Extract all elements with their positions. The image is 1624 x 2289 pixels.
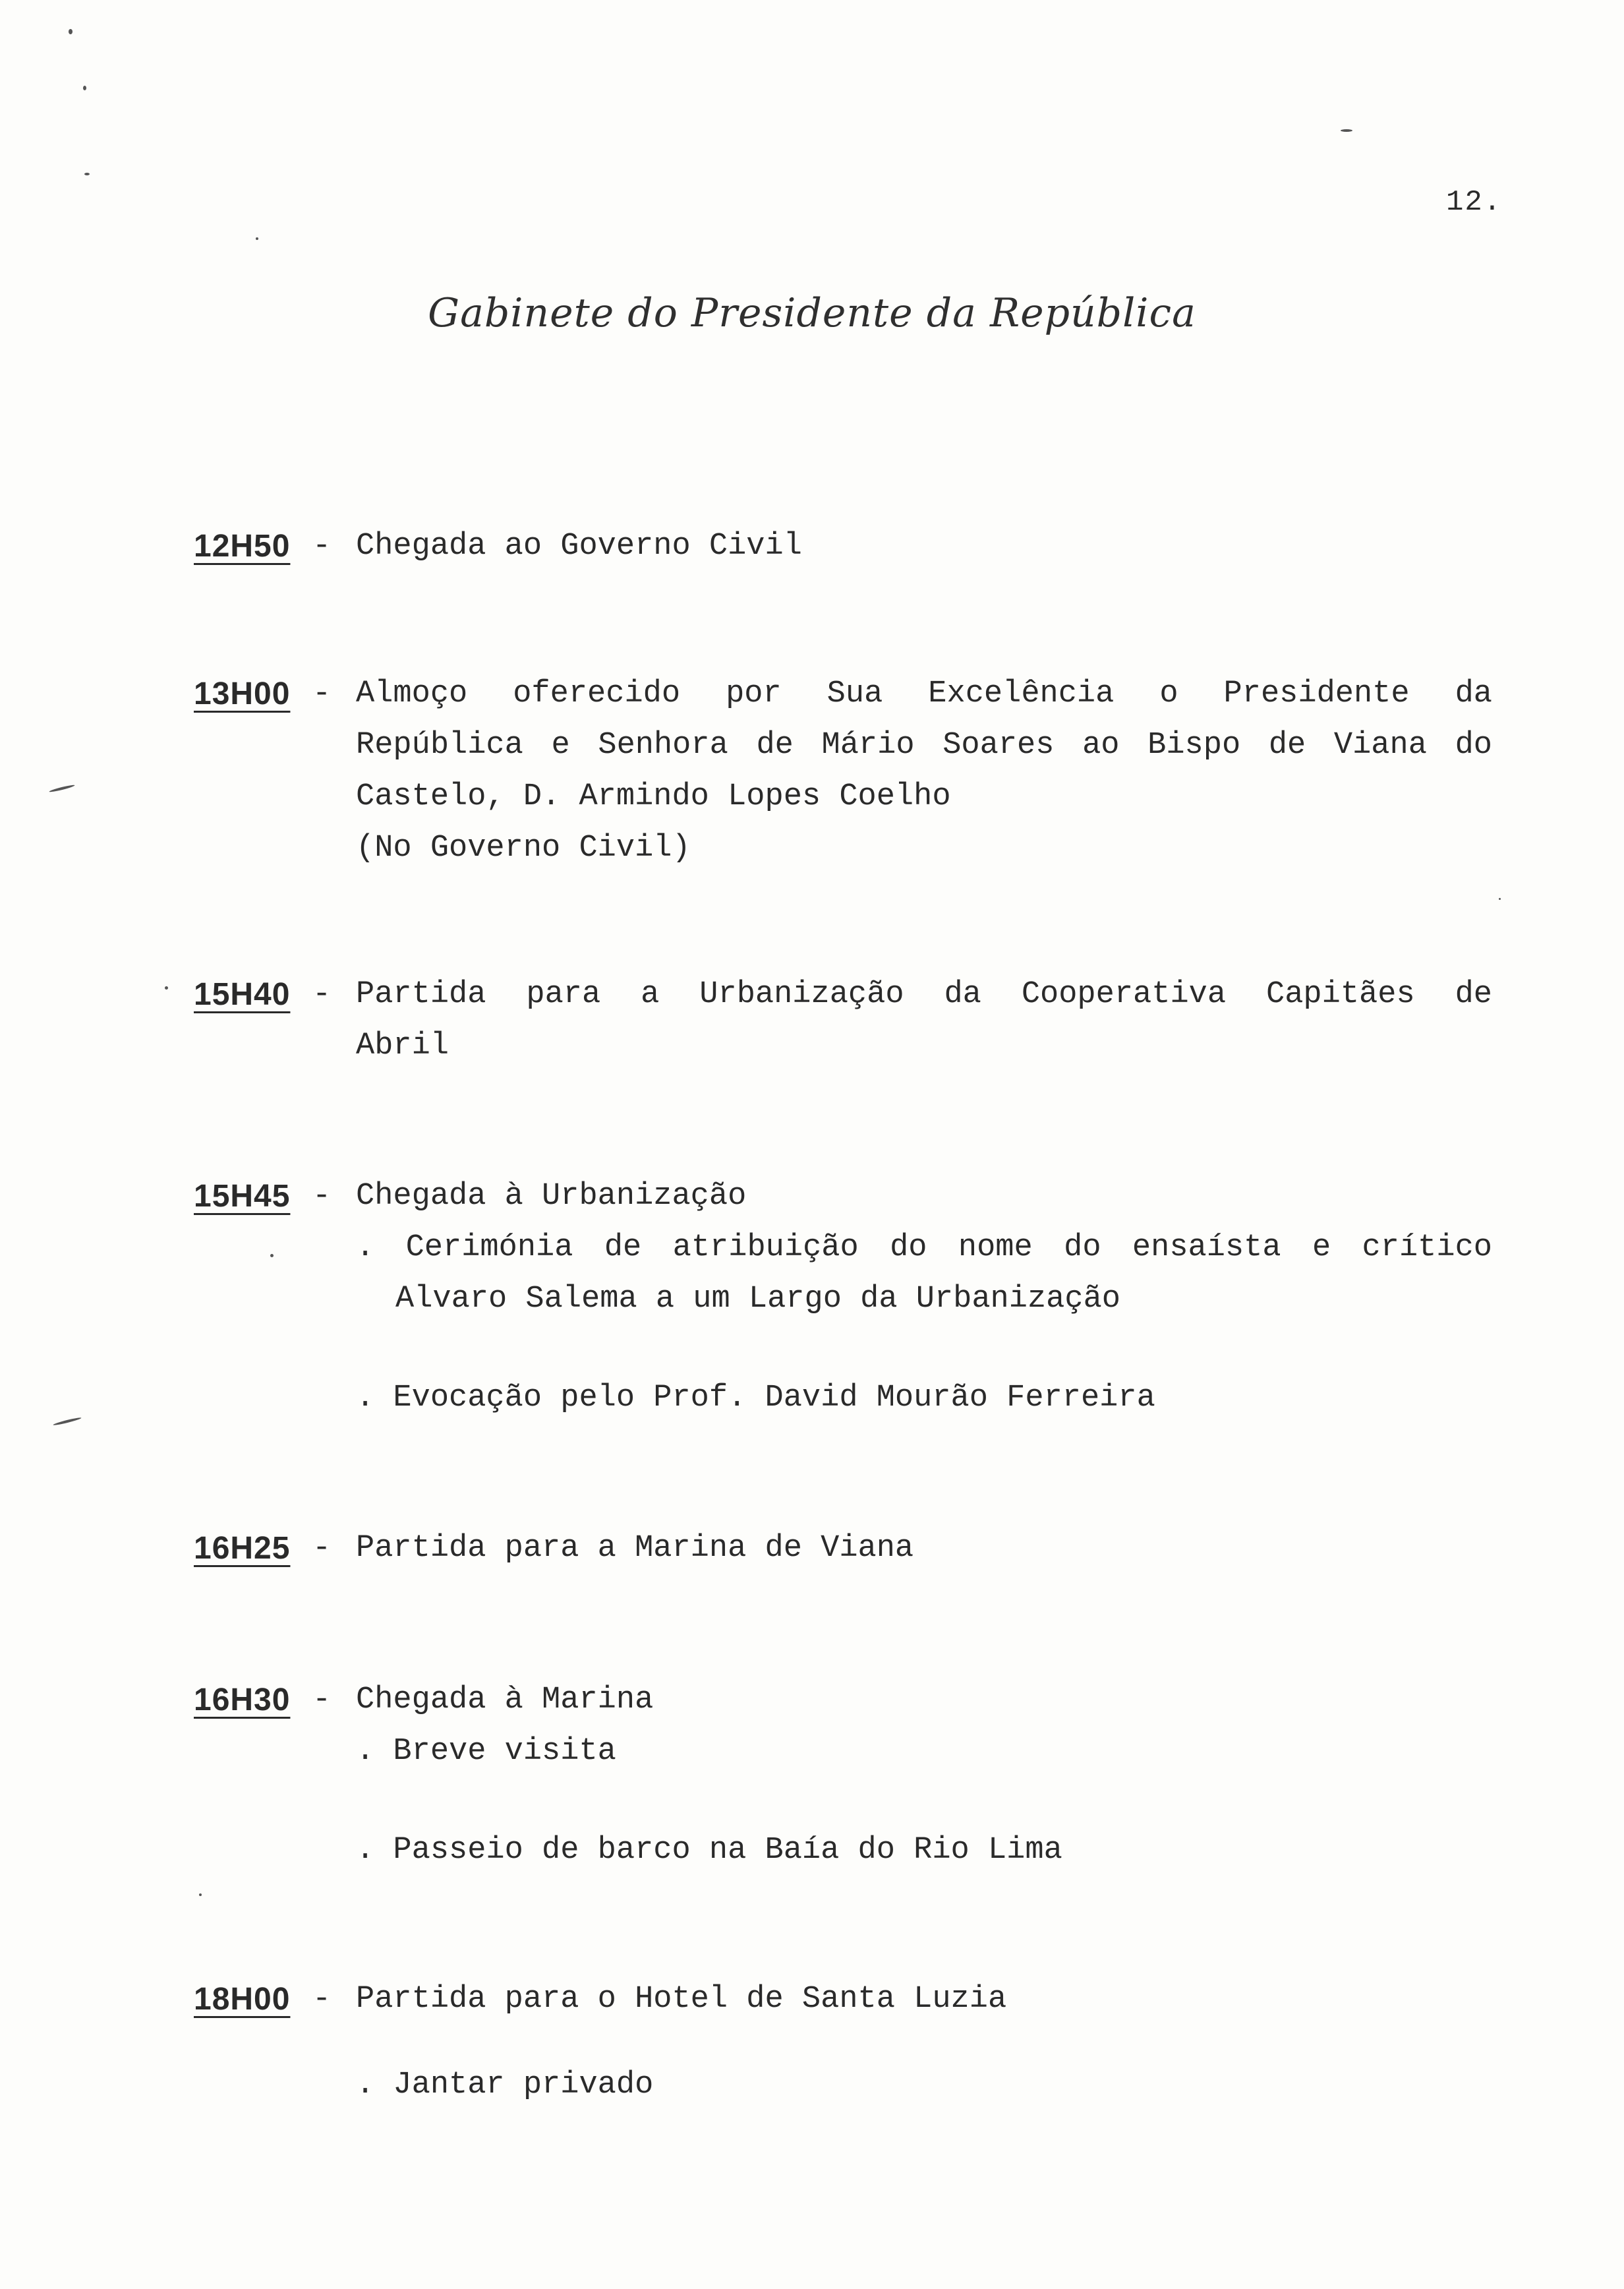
entry-line: Partida para o Hotel de Santa Luzia (356, 1982, 1007, 2017)
bullet-item: . Jantar privado (356, 2067, 654, 2102)
entry-dash: - (312, 1531, 332, 1566)
scan-speck (83, 86, 86, 90)
scan-speck (256, 237, 258, 240)
bullet-item: . Evocação pelo Prof. David Mourão Ferreira (356, 1381, 1155, 1415)
entry-dash: - (312, 1982, 332, 2017)
scan-speck (165, 986, 168, 990)
entry-body (356, 669, 1492, 874)
spacer (356, 1777, 1492, 1825)
schedule-entry (194, 521, 1492, 572)
scan-speck (49, 784, 75, 793)
entry-line: Abril (356, 1028, 450, 1063)
bullet-item: . Breve visita (356, 1734, 616, 1769)
entry-dash: - (312, 676, 332, 711)
entry-body (356, 1171, 1492, 1424)
entry-time: 16H25 (194, 1531, 291, 1566)
letterhead-title: Gabinete do Presidente da República (428, 290, 1196, 336)
bullet-continuation: Alvaro Salema a um Largo da Urbanização (395, 1282, 1120, 1317)
entry-body (356, 1523, 1492, 1574)
schedule-entry (194, 1171, 1492, 1424)
entry-line: República e Senhora de Mário Soares ao Bispo de Viana do (356, 728, 1492, 763)
bullet-item: . Cerimónia de atribuição do nome do ensaísta e crítico (356, 1230, 1492, 1265)
entry-dash: - (312, 529, 332, 564)
scan-speck (1499, 898, 1501, 900)
scan-speck (1341, 129, 1352, 132)
entry-line: Chegada à Urbanização (356, 1179, 747, 1214)
entry-body (356, 521, 1492, 572)
schedule-entry (194, 1974, 1492, 2111)
entry-dash: - (312, 977, 332, 1012)
entry-time: 13H00 (194, 676, 291, 711)
entry-body (356, 969, 1492, 1072)
entry-line: Chegada à Marina (356, 1682, 654, 1717)
entry-line: Partida para a Urbanização da Cooperativa Capitães de (356, 977, 1492, 1012)
entry-dash: - (312, 1179, 332, 1214)
schedule-entry (194, 1523, 1492, 1574)
entry-time: 15H45 (194, 1179, 291, 1214)
entry-body (356, 1974, 1492, 2111)
entry-body (356, 1675, 1492, 1876)
schedule-entry (194, 969, 1492, 1072)
entry-time: 15H40 (194, 977, 291, 1012)
entry-line: Almoço oferecido por Sua Excelência o Presidente da (356, 676, 1492, 711)
schedule-entry (194, 1675, 1492, 1876)
entry-line: Chegada ao Governo Civil (356, 529, 802, 564)
scan-speck (199, 1893, 202, 1896)
bullet-item: . Passeio de barco na Baía do Rio Lima (356, 1833, 1062, 1868)
scan-speck (84, 173, 90, 175)
spacer (356, 1325, 1492, 1373)
entry-dash: - (312, 1682, 332, 1717)
schedule-entry (194, 669, 1492, 874)
entry-time: 16H30 (194, 1682, 291, 1717)
entry-time: 12H50 (194, 529, 291, 564)
entry-line: Partida para a Marina de Viana (356, 1531, 914, 1566)
entry-line: (No Governo Civil) (356, 831, 691, 866)
entry-line: Castelo, D. Armindo Lopes Coelho (356, 779, 951, 814)
entry-time: 18H00 (194, 1982, 291, 2017)
scan-speck (69, 29, 72, 34)
page-number: 12. (1446, 186, 1503, 219)
scan-speck (53, 1417, 82, 1427)
scan-speck (270, 1254, 274, 1257)
